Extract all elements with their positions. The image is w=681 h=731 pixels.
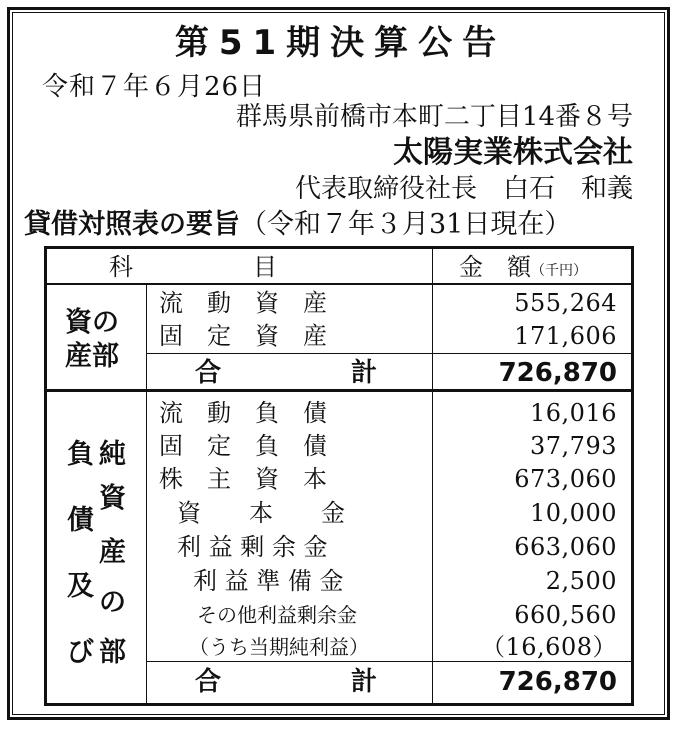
liab-row-label: （うち当期純利益）: [189, 635, 369, 659]
liab-label-col2-3: の: [99, 587, 126, 618]
liab-label-col1-3: び: [67, 637, 94, 668]
notice-date: 令和７年６月26日: [42, 72, 267, 102]
section-label-divider: [146, 283, 147, 703]
amount-column-divider: [432, 249, 433, 703]
representative: 代表取締役社長 白石 和義: [294, 174, 633, 204]
balance-sheet-title-main: 貸借対照表の要旨: [24, 209, 240, 240]
assets-total-value: 726,870: [498, 358, 617, 388]
liab-row-value: 663,060: [514, 533, 617, 561]
liab-row-label: 固 定 負 債: [159, 432, 327, 460]
liab-row-value: 16,016: [530, 399, 617, 427]
amount-column-header: [459, 255, 587, 279]
section-divider: [47, 389, 631, 392]
liab-label-col1-2: 及: [67, 571, 94, 602]
liab-row-label: 利 益 剰 余 金: [177, 533, 328, 561]
company-address: 群馬県前橋市本町二丁目14番８号: [235, 102, 633, 132]
notice-title: 第51期決算公告: [174, 23, 507, 63]
liab-row-label: 資 本 金: [177, 499, 345, 527]
liab-total-label: 合 計: [195, 667, 378, 697]
assets-total-divider: [146, 353, 631, 354]
assets-section-label-1: 資の: [65, 307, 119, 338]
liab-label-col2-0: 純: [99, 439, 126, 470]
amount-unit: （千円）: [531, 263, 587, 279]
balance-sheet-title: [24, 211, 571, 238]
liab-total-value: 726,870: [498, 667, 617, 697]
liab-row-label: 株 主 資 本: [159, 465, 327, 493]
company-name: 太陽実業株式会社: [393, 135, 633, 170]
liab-row-value: 673,060: [514, 465, 617, 493]
liab-row-value: 2,500: [545, 567, 617, 595]
asset-row-value: 555,264: [514, 289, 617, 317]
assets-section-label-2: 産部: [65, 341, 119, 372]
liab-total-divider: [146, 661, 631, 662]
header-divider: [47, 283, 631, 285]
liab-label-col2-4: 部: [99, 637, 126, 668]
liab-row-value: 37,793: [530, 432, 617, 460]
balance-sheet-date: （令和７年３月31日現在）: [240, 209, 572, 240]
liab-label-col2-2: 産: [99, 537, 126, 568]
assets-total-label: 合 計: [195, 358, 378, 388]
asset-row-value: 171,606: [514, 322, 617, 350]
asset-row-label: 流 動 資 産: [159, 289, 327, 317]
item-column-header: 科 目: [109, 253, 277, 281]
liab-label-col2-1: 資: [99, 483, 126, 514]
asset-row-label: 固 定 資 産: [159, 322, 327, 350]
liab-label-col1-0: 負: [67, 439, 94, 470]
liab-row-label: 流 動 負 債: [159, 399, 327, 427]
balance-sheet-table: [44, 246, 634, 706]
liab-row-label: その他利益剰余金: [197, 603, 357, 627]
liab-row-value: （16,608）: [481, 633, 617, 661]
amount-header-label: 金 額: [459, 253, 531, 281]
liab-row-value: 660,560: [514, 601, 617, 629]
liab-row-value: 10,000: [530, 499, 617, 527]
liab-row-label: 利 益 準 備 金: [193, 567, 344, 595]
liab-label-col1-1: 債: [67, 505, 94, 536]
